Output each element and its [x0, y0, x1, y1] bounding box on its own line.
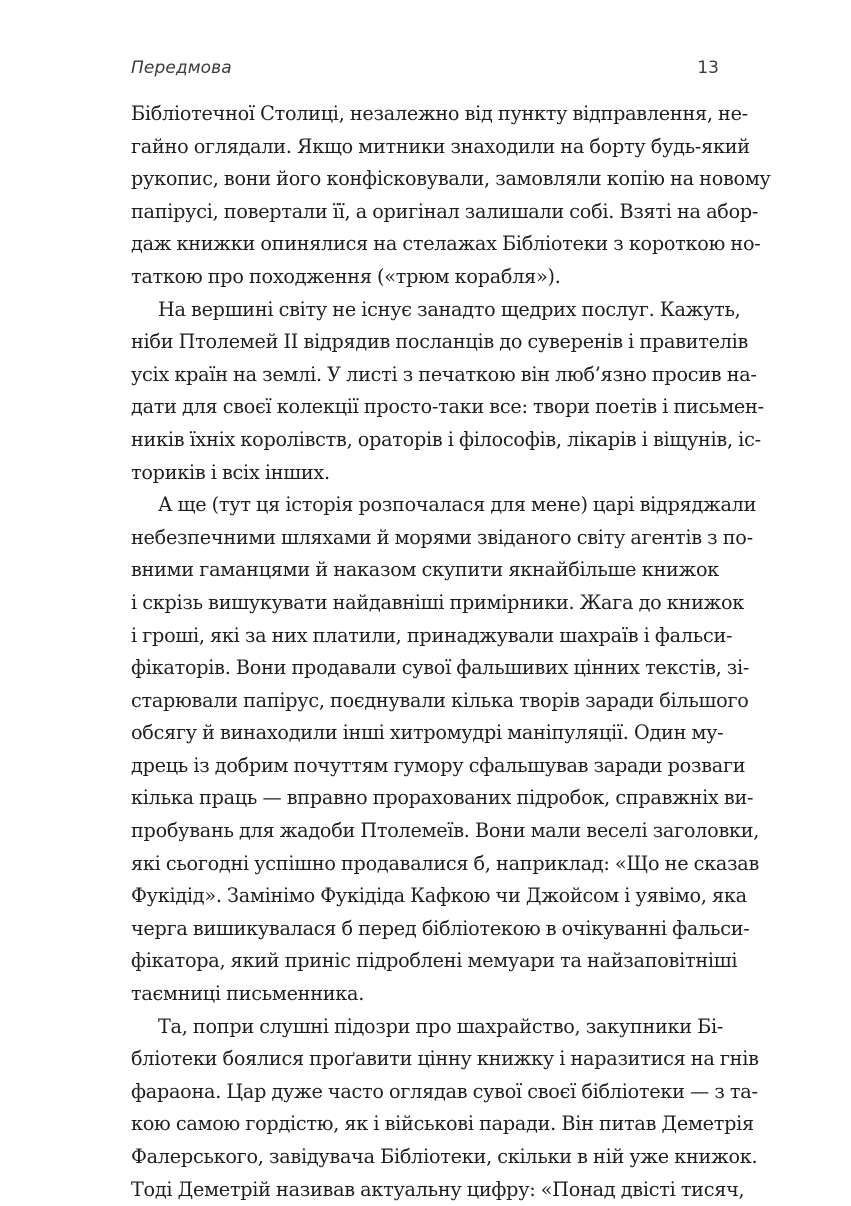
text-line: усіх країн на землі. У листі з печаткою він люб’язно просив на-: [131, 362, 757, 386]
paragraph-3: [131, 489, 760, 1011]
text-line: дати для своєї колекції просто-таки все: твори поетів і письмен-: [131, 395, 764, 419]
text-line: А ще (тут ця історія розпочалася для мене) царі відряджали: [158, 493, 757, 517]
text-line: фікаторів. Вони продавали сувої фальшивих цінних текстів, зі-: [131, 656, 750, 680]
text-line: небезпечними шляхами й морями звіданого світу агентів з по-: [131, 525, 753, 549]
text-line: дрець із добрим почуттям гумору сфальшував заради розваги: [131, 753, 746, 777]
text-line: пробувань для жадоби Птолемеїв. Вони мали веселі заголовки,: [131, 819, 760, 843]
text-line: бліотеки боялися проґавити цінну книжку і наразитися на гнів: [131, 1047, 759, 1071]
body-text: [131, 98, 771, 1206]
text-line: кілька праць — вправно прорахованих підробок, справжніх ви-: [131, 786, 754, 810]
text-line: і гроші, які за них платили, принаджували шахраїв і фальси-: [131, 623, 733, 647]
paragraph-1: [131, 98, 771, 294]
text-line: і скрізь вишукувати найдавніші примірники. Жага до книжок: [131, 590, 745, 614]
running-title: Передмова: [131, 58, 232, 78]
text-line: ників їхніх королівств, ораторів і філософів, лікарів і віщунів, іс-: [131, 427, 761, 451]
running-head: [131, 58, 719, 86]
text-line: фараона. Цар дуже часто оглядав сувої своєї бібліотеки — з та-: [131, 1079, 758, 1103]
text-line: старювали папірус, поєднували кілька творів заради більшого: [131, 688, 749, 712]
text-line: ториків і всіх інших.: [131, 460, 330, 484]
text-line: таємниці письменника.: [131, 982, 365, 1006]
text-line: Фалерського, завідувача Бібліотеки, скільки в ній уже книжок.: [131, 1145, 758, 1168]
text-line: Бібліотечної Столиці, незалежно від пункту відправлення, не-: [131, 102, 748, 125]
text-line: даж книжки опинялися на стелажах Бібліотеки з короткою но-: [131, 232, 761, 256]
text-line: які сьогодні успішно продавалися б, наприклад: «Що не сказав: [131, 851, 760, 875]
text-line: гайно оглядали. Якщо митники знаходили на борту будь-який: [131, 134, 750, 158]
text-line: рукопис, вони його конфісковували, замовляли копію на новому: [131, 167, 771, 191]
text-line: вними гаманцями й наказом скупити якнайбільше книжок: [131, 558, 719, 582]
text-line: обсягу й винаходили інші хитромудрі маніпуляції. Один му-: [131, 721, 724, 745]
text-line: Та, попри слушні підозри про шахрайство, закупники Бі-: [158, 1014, 724, 1038]
page-number: 13: [697, 58, 719, 78]
paragraph-4: [131, 1011, 759, 1206]
text-line: таткою про походження («трюм корабля»).: [131, 264, 561, 288]
text-line: На вершині світу не існує занадто щедрих послуг. Кажуть,: [158, 297, 741, 321]
paragraph-2: [131, 294, 764, 490]
text-line: папірусі, повертали її, а оригінал залишали собі. Взяті на абор-: [131, 199, 759, 223]
text-line: фікатора, який приніс підроблені мемуари та найзаповітніші: [131, 949, 738, 973]
text-line: Фукідід». Замінімо Фукідіда Кафкою чи Джойсом і уявімо, яка: [131, 884, 747, 908]
text-line: кою самою гордістю, як і військові паради. Він питав Деметрія: [131, 1112, 754, 1136]
text-line: Тоді Деметрій називав актуальну цифру: «Понад двісті тисяч,: [131, 1177, 745, 1201]
text-line: черга вишикувалася б перед бібліотекою в очікуванні фальси-: [131, 916, 750, 940]
text-line: ніби Птолемей II відрядив посланців до суверенів і правителів: [131, 330, 749, 354]
